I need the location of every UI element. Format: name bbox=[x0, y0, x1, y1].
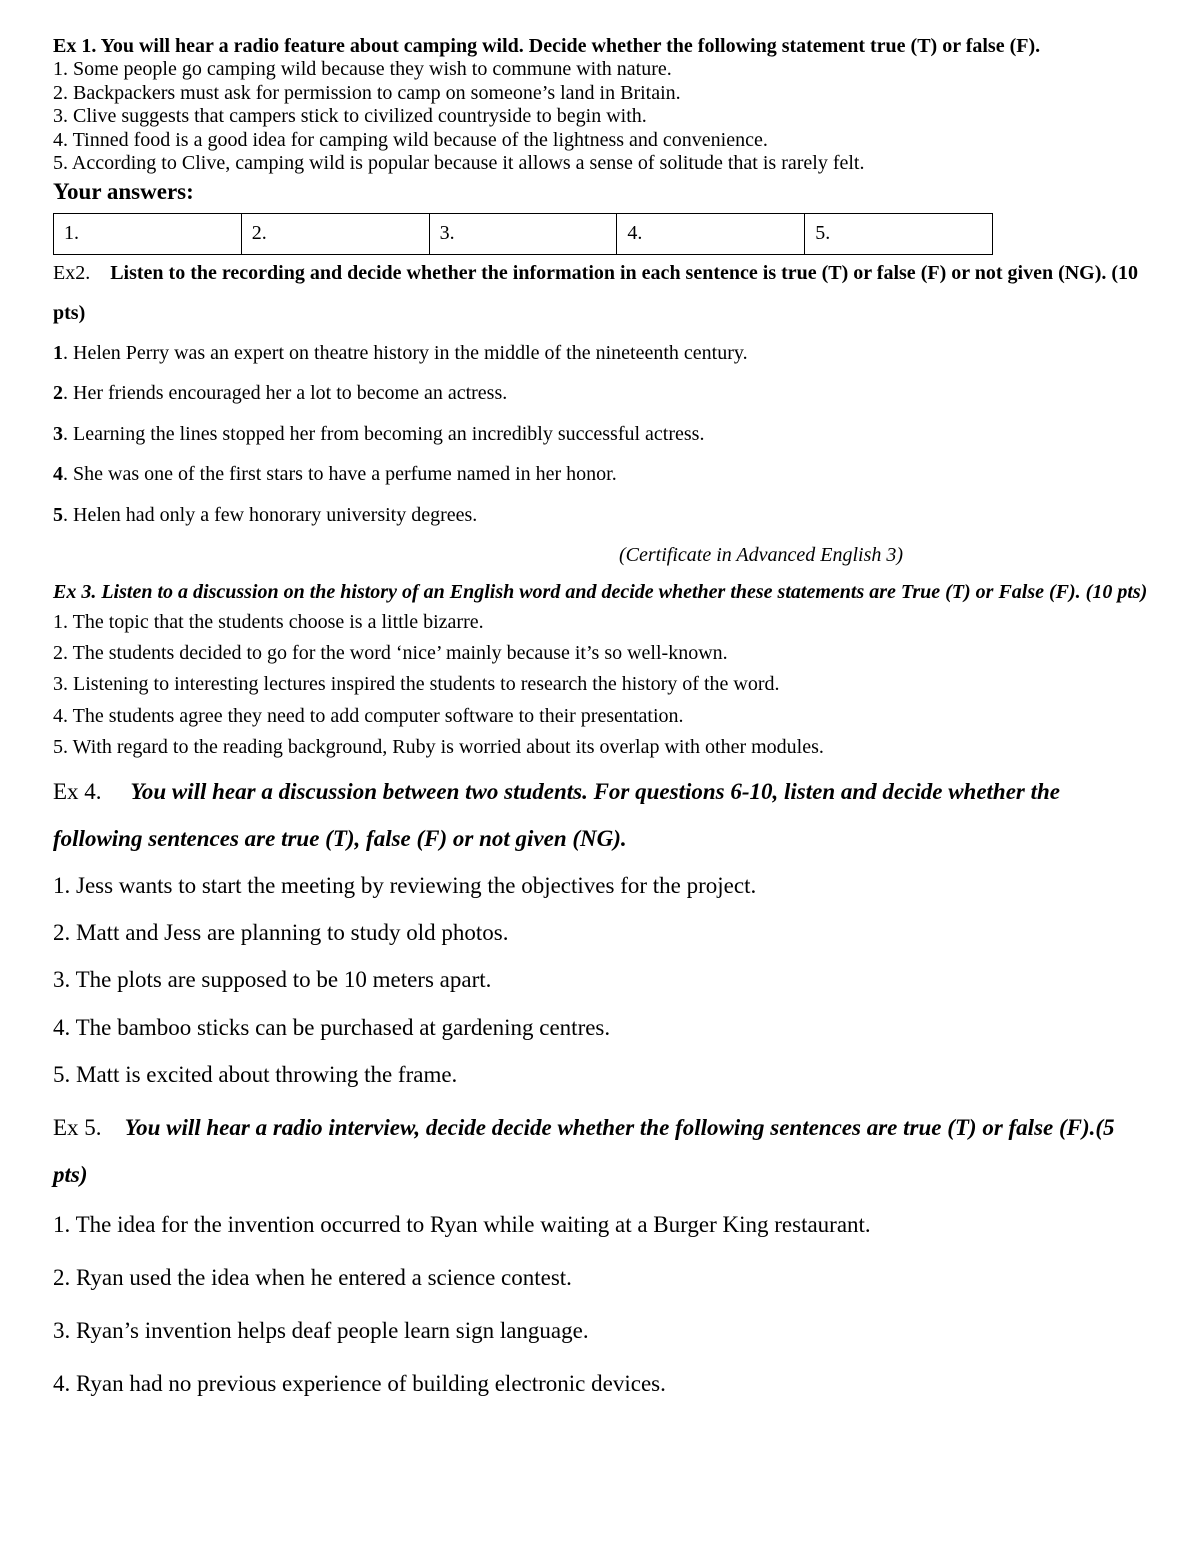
exercise-4-item: 1. Jess wants to start the meeting by reviewing the objectives for the project. bbox=[53, 873, 757, 899]
item-number: 3 bbox=[53, 422, 63, 445]
exercise-2-number: Ex2. bbox=[53, 261, 91, 284]
exercise-4-title bbox=[53, 768, 1148, 862]
item-number: 4 bbox=[53, 463, 63, 485]
exercise-1-items bbox=[53, 58, 1148, 176]
exercise-3-item: 1. The topic that the students choose is a little bizarre. bbox=[53, 611, 484, 633]
exercise-3-item: 5. With regard to the reading background, Ruby is worried about its overlap with other modules. bbox=[53, 735, 824, 758]
exercise-3-item: 4. The students agree they need to add computer software to their presentation. bbox=[53, 704, 684, 727]
item-text: . Helen Perry was an expert on theatre history in the middle of the nineteenth century. bbox=[63, 341, 748, 364]
item-text: . Her friends encouraged her a lot to become an actress. bbox=[63, 382, 508, 404]
exercise-2-item bbox=[53, 414, 1148, 455]
exercise-5-item: 2. Ryan used the idea when he entered a science contest. bbox=[53, 1265, 572, 1291]
source-citation: (Certificate in Advanced English 3) bbox=[619, 544, 904, 566]
answers-row bbox=[54, 213, 993, 254]
exercise-2-item bbox=[53, 454, 1148, 495]
item-text: . She was one of the first stars to have a perfume named in her honor. bbox=[63, 463, 617, 485]
exercise-4-item: 3. The plots are supposed to be 10 meters apart. bbox=[53, 967, 492, 993]
answer-cell-3[interactable]: 3. bbox=[429, 213, 617, 254]
exercise-4-item: 5. Matt is excited about throwing the frame. bbox=[53, 1061, 458, 1087]
exercise-5-item: 3. Ryan’s invention helps deaf people learn sign language. bbox=[53, 1318, 589, 1344]
exercise-5-title bbox=[53, 1104, 1148, 1198]
item-text: . Helen had only a few honorary university degrees. bbox=[63, 503, 478, 526]
exercise-5 bbox=[53, 1104, 1148, 1410]
exercise-1 bbox=[53, 34, 1148, 255]
answer-cell-1[interactable]: 1. bbox=[54, 213, 242, 254]
item-number: 5 bbox=[53, 503, 63, 526]
exercise-5-number: Ex 5. bbox=[53, 1115, 102, 1141]
exercise-3-item: 3. Listening to interesting lectures inspired the students to research the history of the word. bbox=[53, 673, 780, 696]
answer-cell-4[interactable]: 4. bbox=[617, 213, 805, 254]
exercise-5-instructions: You will hear a radio interview, decide decide whether the following sentences are true (T) or false (F).(5 pts) bbox=[53, 1115, 1115, 1188]
exercise-5-item: 4. Ryan had no previous experience of building electronic devices. bbox=[53, 1371, 666, 1397]
exercise-2-instructions: Listen to the recording and decide whether the information in each sentence is true (T) or false (F) or not given (NG). (10 pts) bbox=[53, 261, 1139, 324]
answers-table bbox=[53, 213, 993, 255]
exercise-1-item: 3. Clive suggests that campers stick to civilized countryside to begin with. bbox=[53, 105, 647, 127]
exercise-4-number: Ex 4. bbox=[53, 779, 102, 805]
exercise-4 bbox=[53, 768, 1148, 1098]
exercise-2 bbox=[53, 253, 1148, 576]
exercise-2-item bbox=[53, 333, 1148, 374]
worksheet bbox=[53, 34, 1148, 1410]
exercise-4-item: 2. Matt and Jess are planning to study old photos. bbox=[53, 920, 509, 946]
exercise-3 bbox=[53, 577, 1148, 763]
answer-cell-5[interactable]: 5. bbox=[805, 213, 993, 254]
exercise-3-item: 2. The students decided to go for the word ‘nice’ mainly because it’s so well-known. bbox=[53, 642, 728, 665]
exercise-1-item: 1. Some people go camping wild because they wish to commune with nature. bbox=[53, 58, 672, 80]
exercise-2-title bbox=[53, 253, 1148, 333]
answer-cell-2[interactable]: 2. bbox=[241, 213, 429, 254]
exercise-1-item: 2. Backpackers must ask for permission to camp on someone’s land in Britain. bbox=[53, 81, 681, 104]
exercise-1-item: 5. According to Clive, camping wild is popular because it allows a sense of solitude that is rarely felt. bbox=[53, 152, 865, 174]
exercise-5-item: 1. The idea for the invention occurred to Ryan while waiting at a Burger King restaurant. bbox=[53, 1212, 871, 1238]
exercise-4-instructions: You will hear a discussion between two students. For questions 6-10, listen and decide whether the following sentences are true (T), false (F) or not given (NG). bbox=[53, 779, 1061, 852]
exercise-1-item: 4. Tinned food is a good idea for camping wild because of the lightness and convenience. bbox=[53, 128, 768, 151]
item-number: 2 bbox=[53, 382, 63, 404]
item-text: . Learning the lines stopped her from becoming an incredibly successful actress. bbox=[63, 422, 705, 445]
exercise-2-item bbox=[53, 495, 1148, 536]
exercise-2-item bbox=[53, 373, 1148, 414]
item-number: 1 bbox=[53, 341, 63, 364]
answers-label: Your answers: bbox=[53, 178, 194, 204]
exercise-1-title: Ex 1. You will hear a radio feature about camping wild. Decide whether the following statement true (T) or false (F). bbox=[53, 35, 1041, 57]
exercise-3-title: Ex 3. Listen to a discussion on the history of an English word and decide whether these statements are True (T) or False (F). (10 pts) bbox=[53, 581, 1148, 603]
exercise-4-item: 4. The bamboo sticks can be purchased at gardening centres. bbox=[53, 1014, 611, 1040]
